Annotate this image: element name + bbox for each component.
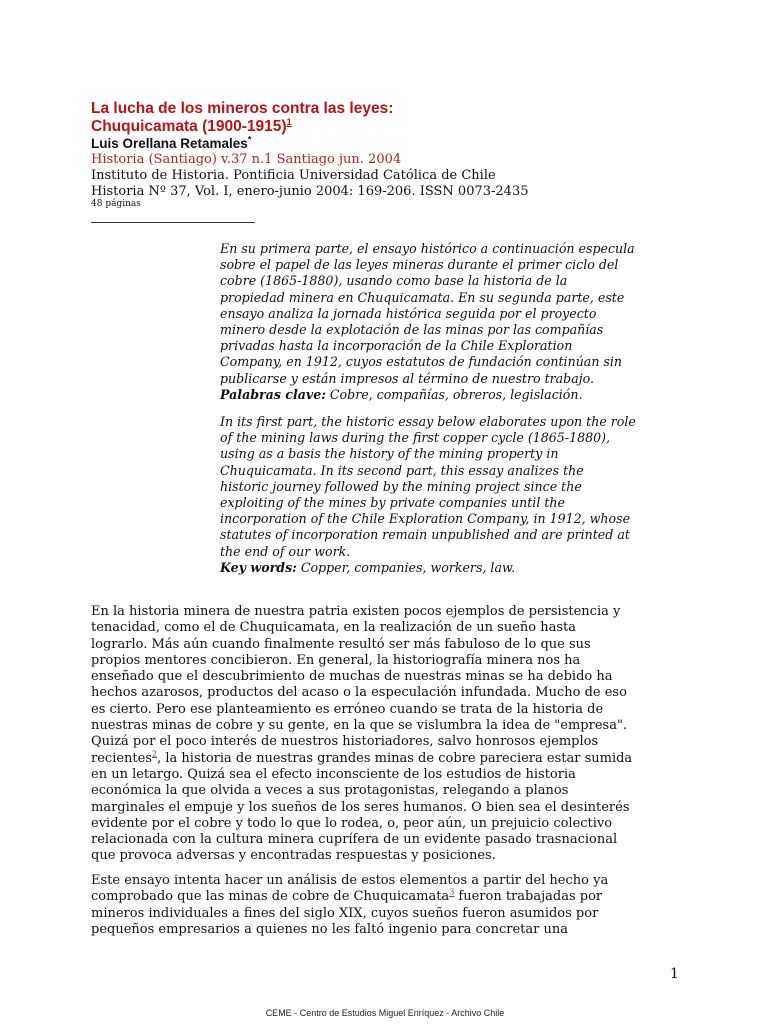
abstract-line: historic journey followed by the mining project since the bbox=[220, 478, 582, 494]
keywords: Cobre, compañías, obreros, legislación. bbox=[325, 386, 583, 402]
body-line: en un letargo. Quizá sea el efecto inconsciente de los estudios de historia bbox=[91, 766, 576, 782]
title-footnote-link[interactable]: 1 bbox=[286, 116, 292, 127]
abstract-line: In its first part, the historic essay below elaborates upon the role bbox=[220, 414, 636, 429]
abstract-line: statutes of incorporation remain unpublished and are printed at bbox=[220, 527, 630, 543]
footnote-link[interactable]: 3 bbox=[449, 887, 455, 897]
body-paragraph bbox=[91, 873, 691, 938]
abstract-line: exploiting of the mines by private companies until the bbox=[220, 495, 565, 511]
abstract-line: using as a basis the history of the mining property in bbox=[220, 446, 559, 462]
body-text: , la historia de nuestras grandes minas de cobre pareciera estar sumida bbox=[157, 750, 633, 766]
institution: Instituto de Historia. Pontificia Universidad Católica de Chile bbox=[91, 168, 496, 183]
page-number: 1 bbox=[670, 966, 679, 982]
body-line: mineros individuales a fines del siglo XIX, cuyos sueños fueron asumidos por bbox=[91, 905, 599, 921]
footer-credit: CEME - Centro de Estudios Miguel Enríquez - Archivo Chile bbox=[265, 1008, 505, 1018]
keywords: Copper, companies, workers, law. bbox=[296, 559, 516, 575]
body-line: Este ensayo intenta hacer un análisis de estos elementos a partir del hecho ya bbox=[91, 873, 609, 888]
body-line: marginales el empuje y los sueños de los seres humanos. O bien sea el desinterés bbox=[91, 799, 630, 815]
abstract-line: of the mining laws during the first copper cycle (1865-1880), bbox=[220, 430, 611, 446]
body-line: enseñado que el descubrimiento de muchas de nuestras minas se ha debido ha bbox=[91, 669, 613, 685]
body-line: relacionada con la cultura minera cuprífera de un evidente pasado trasnacional bbox=[91, 832, 618, 848]
abstract-line: sobre el papel de las leyes mineras durante el primer ciclo del bbox=[220, 257, 619, 273]
body-line: hechos azarosos, productos del acaso o la especulación infundada. Mucho de eso bbox=[91, 685, 627, 701]
title-line-2: Chuquicamata (1900-1915) bbox=[91, 118, 287, 135]
body-line: económica la que olvida a veces a sus protagonistas, relegando a planos bbox=[91, 783, 569, 799]
footnote-link[interactable]: 2 bbox=[152, 749, 158, 759]
keywords-label: Palabras clave: bbox=[220, 386, 326, 402]
author-name: Luis Orellana Retamales* bbox=[91, 134, 252, 151]
abstract-spanish bbox=[220, 241, 665, 403]
body-text: comprobado que las minas de cobre de Chuquicamata bbox=[91, 889, 450, 905]
body-line: tenacidad, como el de Chuquicamata, en la realización de un sueño hasta bbox=[91, 620, 576, 636]
journal-source: Historia (Santiago) v.37 n.1 Santiago jun. 2004 bbox=[91, 152, 402, 167]
abstract-line: ensayo analiza la jornada histórica seguida por el proyecto bbox=[220, 305, 597, 321]
abstract-english bbox=[220, 414, 665, 576]
body-line: nuestras minas de cobre y su gente, en la que se vislumbra la idea de "empresa". bbox=[91, 718, 628, 734]
abstract-line: privadas hasta la incorporación de la Chile Exploration bbox=[220, 338, 573, 354]
article-title bbox=[91, 100, 393, 136]
keywords-label: Key words: bbox=[220, 559, 297, 575]
title-line-1: La lucha de los mineros contra las leyes: bbox=[91, 100, 394, 117]
abstract-line: propiedad minera en Chuquicamata. En su segunda parte, este bbox=[220, 289, 625, 305]
abstract-line: minero desde la explotación de las minas por las compañías bbox=[220, 322, 604, 338]
abstract-line: En su primera parte, el ensayo histórico a continuación especula bbox=[220, 241, 635, 256]
body-line: propios mentores concibieron. En general, la historiografía minera nos ha bbox=[91, 652, 581, 668]
body-paragraph bbox=[91, 604, 691, 865]
body-line: evidente por el cobre y todo lo que lo rodea, o, peor aún, un prejuicio colectivo bbox=[91, 815, 613, 831]
body-line: En la historia minera de nuestra patria existen pocos ejemplos de persistencia y bbox=[91, 604, 621, 619]
divider bbox=[91, 222, 255, 223]
abstract-line: Company, en 1912, cuyos estatutos de fundación continúan sin bbox=[220, 354, 623, 370]
abstract-line: Chuquicamata. In its second part, this essay analizes the bbox=[220, 462, 584, 478]
page-count: 48 páginas bbox=[91, 199, 141, 209]
abstract-line: cobre (1865-1880), usando como base la historia de la bbox=[220, 273, 568, 289]
author-mark: * bbox=[247, 134, 252, 145]
abstract-line: publicarse y están impresos al término de nuestro trabajo. bbox=[220, 370, 595, 386]
abstract-line: the end of our work. bbox=[220, 543, 351, 559]
body-line: que provoca adversas y encontradas respuestas y posiciones. bbox=[91, 848, 496, 864]
body-line: es cierto. Pero ese planteamiento es erróneo cuando se trata de la historia de bbox=[91, 701, 604, 717]
body-line: lograrlo. Más aún cuando finalmente resultó ser más fabuloso de lo que sus bbox=[91, 636, 591, 652]
body-text: recientes bbox=[91, 750, 153, 766]
body-line: pequeños empresarios a quienes no les faltó ingenio para concretar una bbox=[91, 921, 568, 937]
body-text: fueron trabajadas por bbox=[454, 889, 603, 905]
issue-info: Historia Nº 37, Vol. I, enero-junio 2004: 169-206. ISSN 0073-2435 bbox=[91, 184, 529, 199]
body-line: Quizá por el poco interés de nuestros historiadores, salvo honrosos ejemplos bbox=[91, 734, 599, 750]
abstract-line: incorporation of the Chile Exploration Company, in 1912, whose bbox=[220, 511, 631, 527]
